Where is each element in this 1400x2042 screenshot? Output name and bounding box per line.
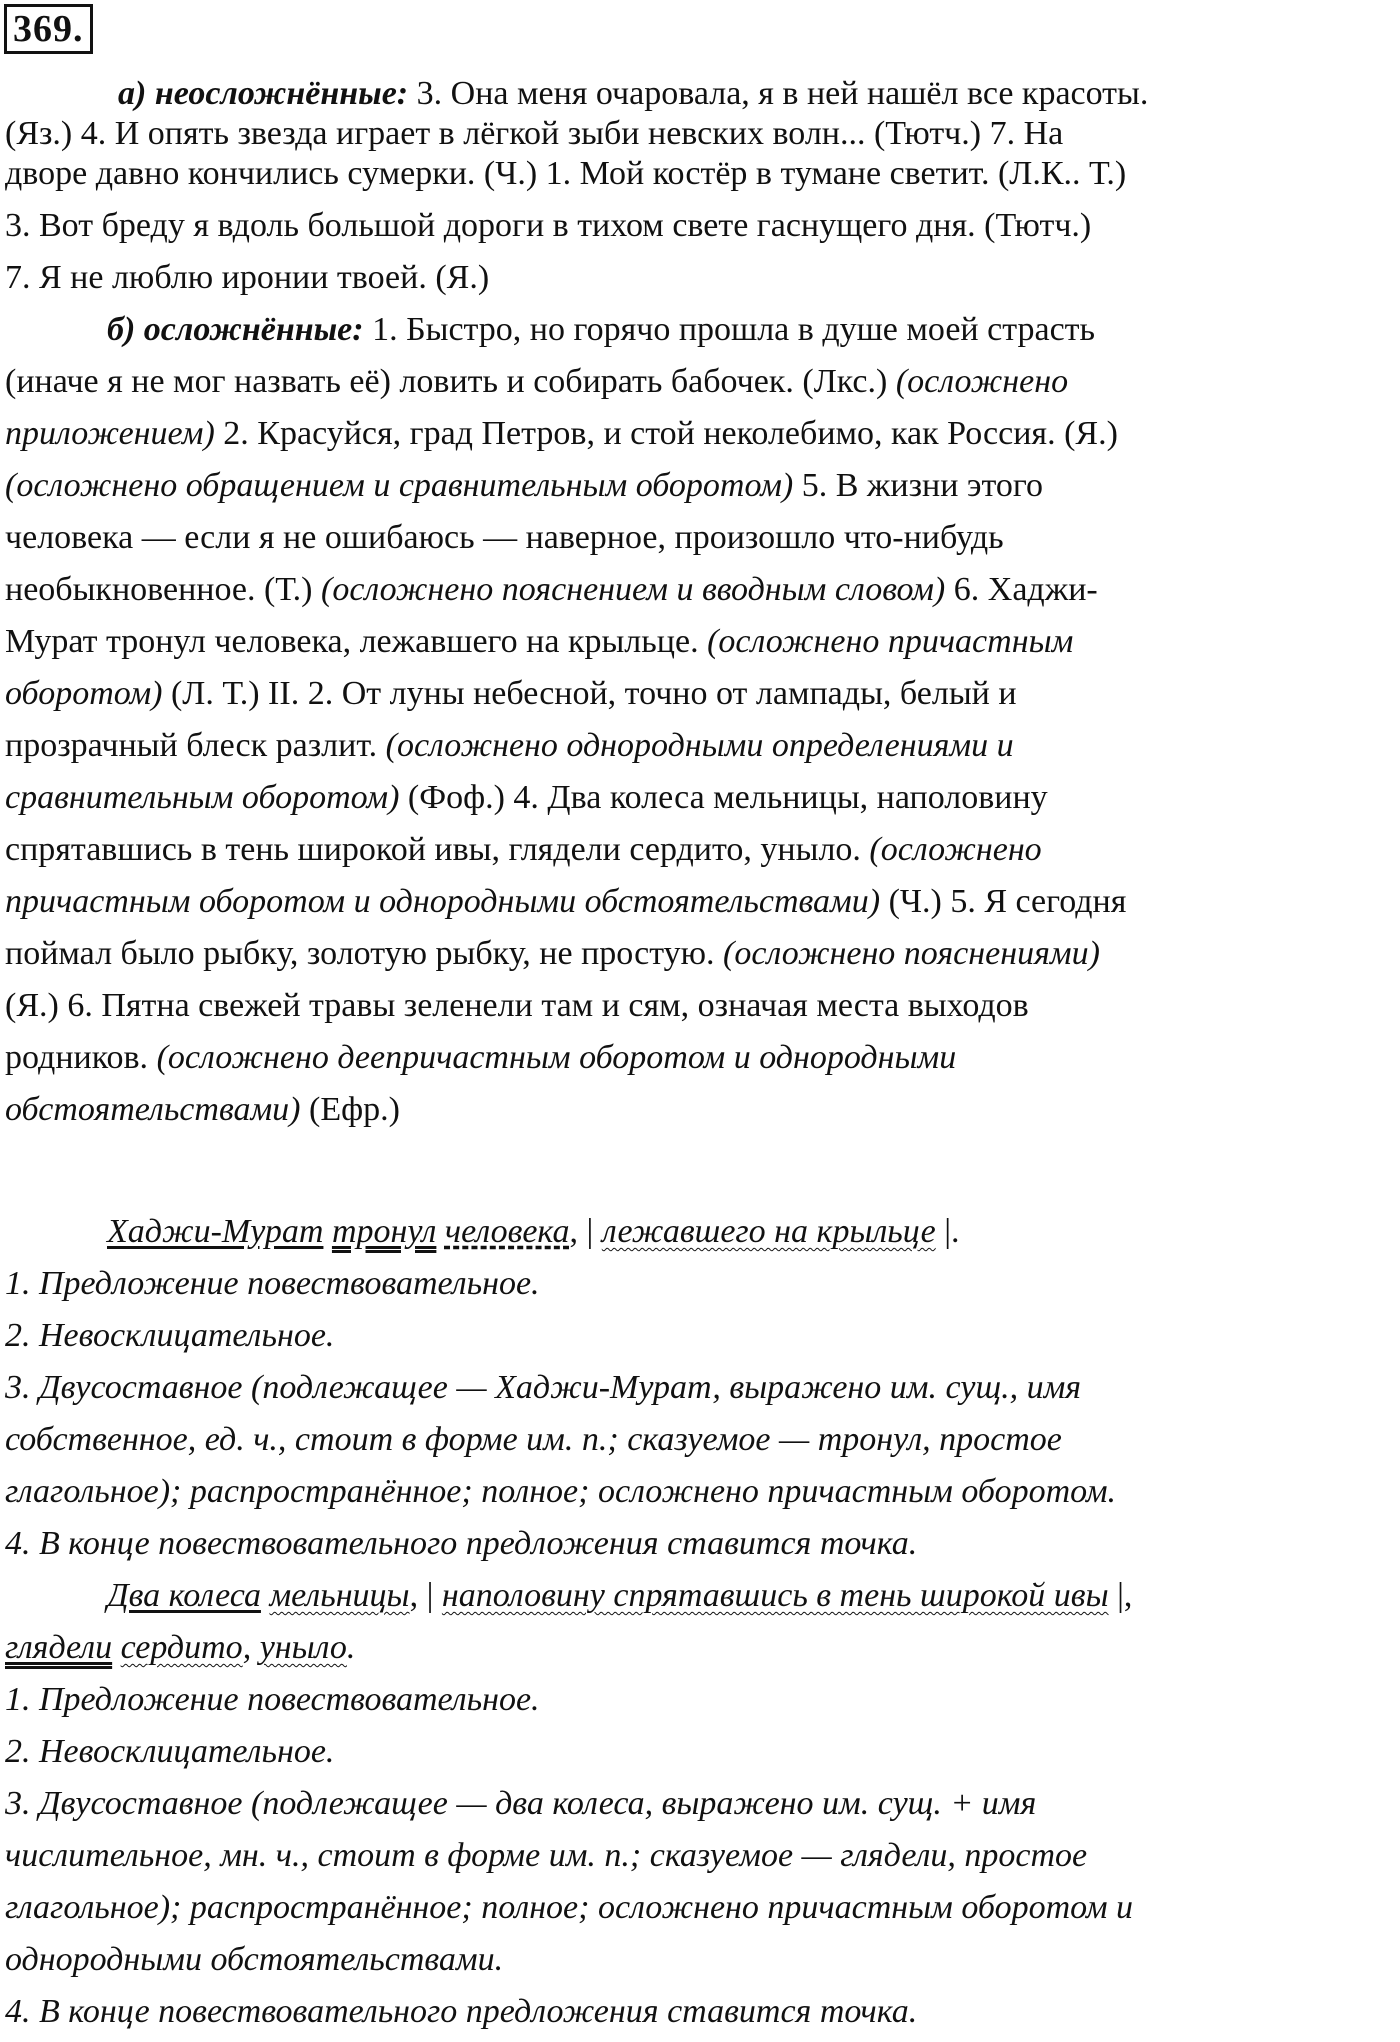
part-a-line-2: (Яз.) 4. И опять звезда играет в лёгкой зыби невских волн... (Тютч.) 7. На: [5, 115, 1064, 152]
part-b-line-8: оборотом) (Л. Т.) II. 2. От луны небесной, точно от лампады, белый и: [5, 675, 1017, 712]
analysis-2-sentence-line-1: Два колеса мельницы, | наполовину спрятавшись в тень широкой ивы |,: [107, 1577, 1133, 1614]
adverb-2: уныло: [259, 1629, 347, 1666]
part-b-line-12: причастным оборотом и однородными обстоятельствами) (Ч.) 5. Я сегодня: [5, 883, 1127, 920]
analysis-1-item-4: 4. В конце повествовательного предложения ставится точка.: [5, 1525, 918, 1562]
analysis-1-sentence: Хаджи-Мурат тронул человека, | лежавшего на крыльце |.: [107, 1213, 960, 1250]
part-b-line-9: прозрачный блеск разлит. (осложнено однородными определениями и: [5, 727, 1014, 764]
part-b-line-11: спрятавшись в тень широкой ивы, глядели сердито, уныло. (осложнено: [5, 831, 1042, 868]
analysis-1-item-3b: собственное, ед. ч., стоит в форме им. п.; сказуемое — тронул, простое: [5, 1421, 1062, 1458]
object: человека: [444, 1213, 570, 1250]
part-b-label: б) осложнённые:: [107, 311, 364, 348]
analysis-1-item-3: 3. Двусоставное (подлежащее — Хаджи-Мурат, выражено им. сущ., имя: [5, 1369, 1082, 1406]
exercise-number: 369.: [4, 4, 93, 54]
part-a-line-4: 3. Вот бреду я вдоль большой дороги в тихом свете гаснущего дня. (Тютч.): [5, 207, 1092, 244]
analysis-2-sentence-line-2: глядели сердито, уныло.: [5, 1629, 356, 1666]
predicate: тронул: [331, 1213, 437, 1250]
subject: Хаджи-Мурат: [107, 1213, 324, 1250]
adverbial-participle-phrase: наполовину спрятавшись в тень широкой ивы: [441, 1577, 1109, 1614]
analysis-2-item-4: 4. В конце повествовательного предложения ставится точка.: [5, 1993, 918, 2030]
part-b-line-10: сравнительным оборотом) (Фоф.) 4. Два колеса мельницы, наполовину: [5, 779, 1048, 816]
part-b-line-6: необыкновенное. (Т.) (осложнено пояснением и вводным словом) 6. Хаджи-: [5, 571, 1098, 608]
analysis-2-item-1: 1. Предложение повествовательное.: [5, 1681, 540, 1718]
part-a-line-3: дворе давно кончились сумерки. (Ч.) 1. Мой костёр в тумане светит. (Л.К.. Т.): [5, 155, 1127, 192]
analysis-2-item-3: 3. Двусоставное (подлежащее — два колеса, выражено им. сущ. + имя: [5, 1785, 1037, 1822]
subject: Два колеса: [107, 1577, 261, 1614]
analysis-1-item-3c: глагольное); распространённое; полное; осложнено причастным оборотом.: [5, 1473, 1117, 1510]
part-a-label: а) неосложнённые:: [118, 75, 409, 112]
part-b-line-7: Мурат тронул человека, лежавшего на крыльце. (осложнено причастным: [5, 623, 1074, 660]
analysis-2-item-3b: числительное, мн. ч., стоит в форме им. п.; сказуемое — глядели, простое: [5, 1837, 1088, 1874]
analysis-1-item-1: 1. Предложение повествовательное.: [5, 1265, 540, 1302]
analysis-2-item-2: 2. Невосклицательное.: [5, 1733, 335, 1770]
part-b-line-14: (Я.) 6. Пятна свежей травы зеленели там и сям, означая места выходов: [5, 987, 1029, 1024]
part-b-line-15: родников. (осложнено деепричастным оборотом и однородными: [5, 1039, 957, 1076]
part-a-line-5: 7. Я не люблю иронии твоей. (Я.): [5, 259, 490, 296]
part-b-line-5: человека — если я не ошибаюсь — наверное, произошло что-нибудь: [5, 519, 1004, 556]
predicate: глядели: [5, 1629, 113, 1666]
analysis-1-item-2: 2. Невосклицательное.: [5, 1317, 335, 1354]
part-b-line-2: (иначе я не мог назвать её) ловить и собирать бабочек. (Лкс.) (осложнено: [5, 363, 1069, 400]
part-b-line-3: приложением) 2. Красуйся, град Петров, и стой неколебимо, как Россия. (Я.): [5, 415, 1118, 452]
attribute: мельницы: [269, 1577, 410, 1614]
analysis-2-item-3c: глагольное); распространённое; полное; осложнено причастным оборотом и: [5, 1889, 1134, 1926]
part-b-line-13: поймал было рыбку, золотую рыбку, не простую. (осложнено пояснениями): [5, 935, 1100, 972]
part-b-line-16: обстоятельствами) (Ефр.): [5, 1091, 400, 1128]
part-b-line-4: (осложнено обращением и сравнительным оборотом) 5. В жизни этого: [5, 467, 1044, 504]
part-a-line-1: а) неосложнённые: 3. Она меня очаровала, я в ней нашёл все красоты.: [118, 75, 1149, 112]
adverb-1: сердито: [120, 1629, 243, 1666]
part-b-line-1: б) осложнённые: 1. Быстро, но горячо прошла в душе моей страсть: [107, 311, 1096, 348]
participial-phrase: лежавшего на крыльце: [601, 1213, 936, 1250]
analysis-2-item-3d: однородными обстоятельствами.: [5, 1941, 504, 1978]
